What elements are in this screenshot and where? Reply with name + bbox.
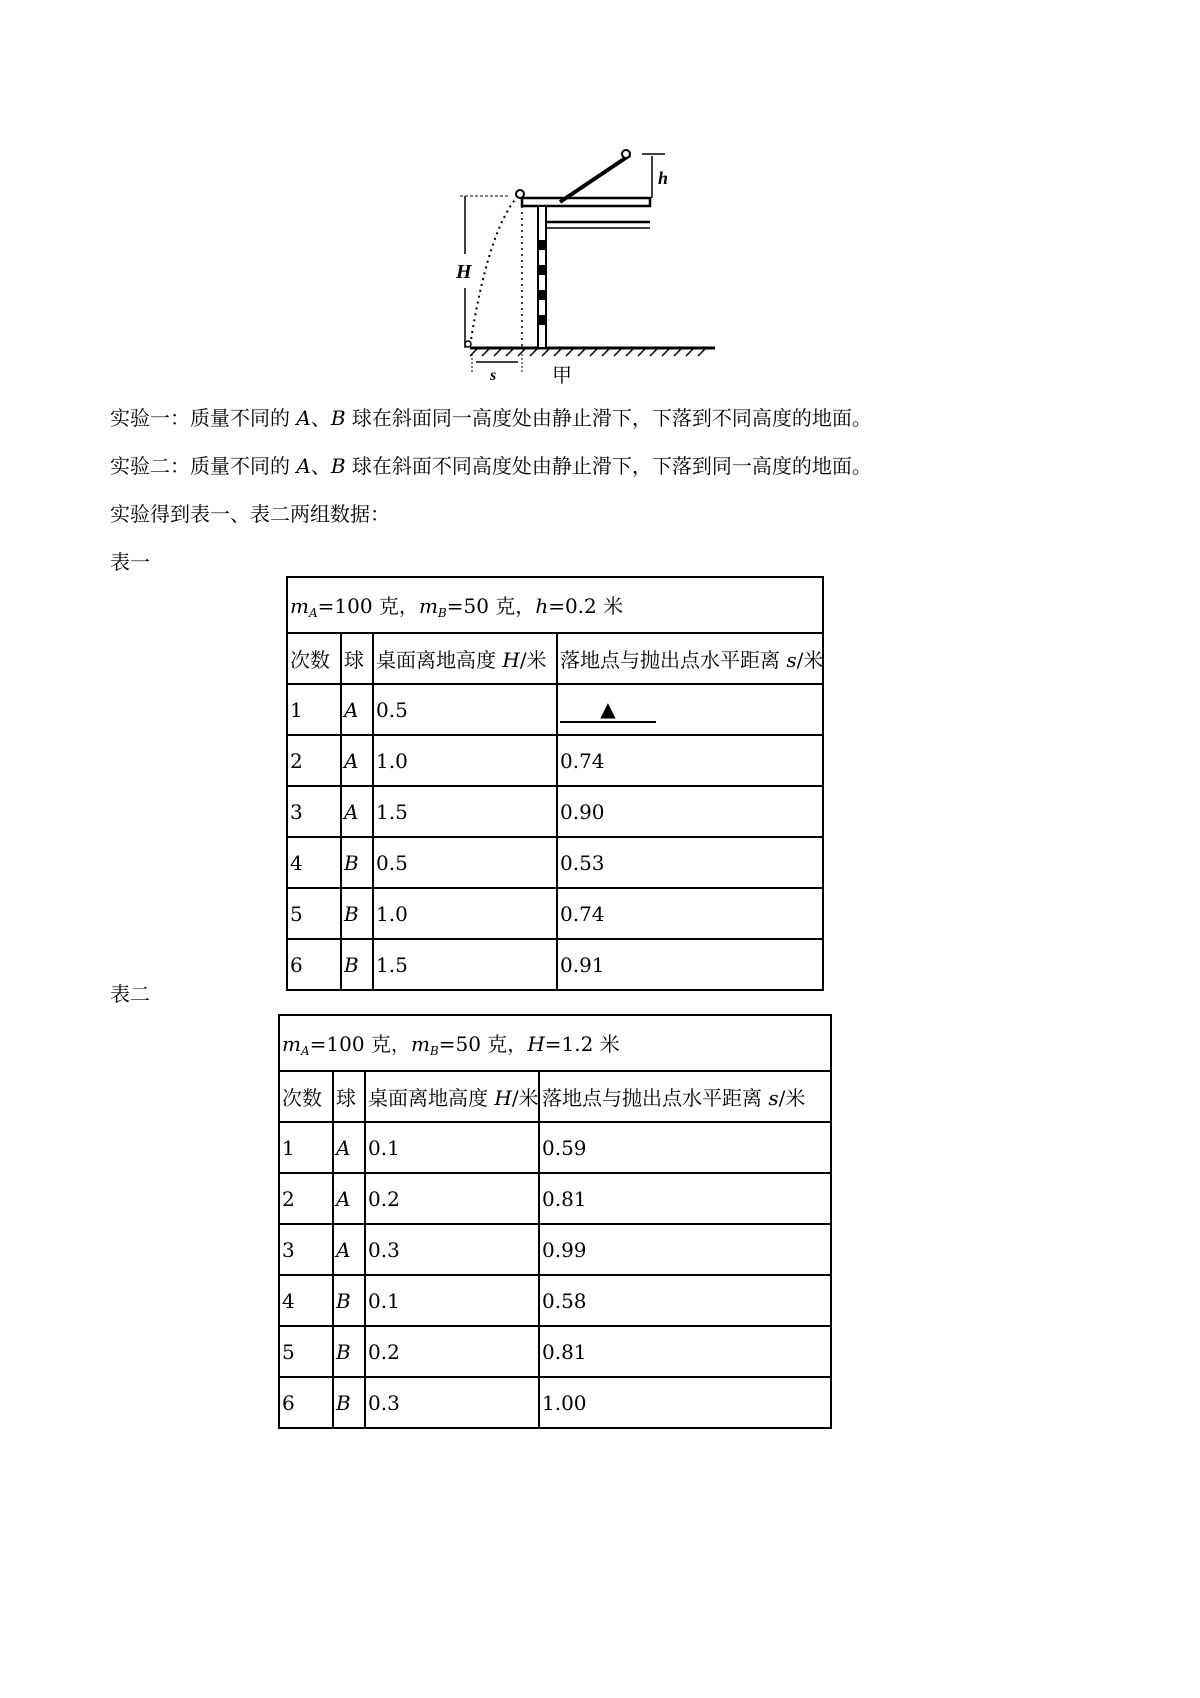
cell-distance: 0.74 xyxy=(557,735,823,786)
label-s: s xyxy=(490,367,497,384)
cell-count: 3 xyxy=(279,1224,333,1275)
cell-ball: A xyxy=(333,1224,365,1275)
cell-ball: B xyxy=(341,939,373,990)
table-leg xyxy=(538,206,546,348)
cell-count: 6 xyxy=(279,1377,333,1428)
cell-count: 2 xyxy=(279,1173,333,1224)
header-distance: 落地点与抛出点水平距离 s/米 xyxy=(539,1071,831,1122)
cell-distance: 1.00 xyxy=(539,1377,831,1428)
cell-ball: A xyxy=(341,684,373,735)
table2-caption: $m_A=100$ 克，$m_B=50$ 克，H=1.2 米 xyxy=(279,1015,831,1071)
cell-count: 4 xyxy=(279,1275,333,1326)
cell-height: 0.2 xyxy=(365,1173,539,1224)
table-row xyxy=(279,1122,831,1173)
cell-count: 2 xyxy=(287,735,341,786)
cell-count: 1 xyxy=(287,684,341,735)
cell-ball: A xyxy=(341,735,373,786)
table1-header-row xyxy=(287,633,823,684)
header-distance: 落地点与抛出点水平距离 s/米 xyxy=(557,633,823,684)
header-ball: 球 xyxy=(341,633,373,684)
cell-ball: A xyxy=(333,1173,365,1224)
cell-ball: B xyxy=(341,888,373,939)
table1-caption: $m_A=100$ 克，$m_B=50$ 克，h=0.2 米 xyxy=(287,577,823,633)
table-row xyxy=(279,1224,831,1275)
header-ball: 球 xyxy=(333,1071,365,1122)
cell-height: 0.5 xyxy=(373,684,557,735)
cell-height: 1.0 xyxy=(373,735,557,786)
table-top xyxy=(522,198,650,206)
cell-ball: B xyxy=(333,1275,365,1326)
cell-height: 1.5 xyxy=(373,939,557,990)
table-one xyxy=(286,576,824,991)
cell-distance xyxy=(557,684,823,735)
cell-distance: 0.58 xyxy=(539,1275,831,1326)
table2-caption-row xyxy=(279,1015,831,1071)
incline xyxy=(560,155,630,202)
cell-height: 0.3 xyxy=(365,1224,539,1275)
cell-height: 1.0 xyxy=(373,888,557,939)
table-row xyxy=(287,735,823,786)
cell-distance: 0.74 xyxy=(557,888,823,939)
table-row xyxy=(287,786,823,837)
cell-count: 5 xyxy=(279,1326,333,1377)
cell-height: 0.2 xyxy=(365,1326,539,1377)
cell-height: 1.5 xyxy=(373,786,557,837)
label-H: H xyxy=(456,261,472,283)
cell-count: 5 xyxy=(287,888,341,939)
table-row xyxy=(287,837,823,888)
header-height: 桌面离地高度 H/米 xyxy=(365,1071,539,1122)
cell-ball: B xyxy=(333,1326,365,1377)
table-row xyxy=(287,684,823,735)
cell-height: 0.1 xyxy=(365,1122,539,1173)
cell-ball: A xyxy=(341,786,373,837)
answer-blank: ▲ xyxy=(560,697,656,723)
cell-count: 3 xyxy=(287,786,341,837)
table-row xyxy=(287,888,823,939)
ball-top xyxy=(622,150,630,158)
cell-ball: B xyxy=(333,1377,365,1428)
experiment-two-text: 实验二：质量不同的 A、B 球在斜面不同高度处由静止滑下，下落到同一高度的地面。 xyxy=(110,454,872,478)
table-row xyxy=(279,1275,831,1326)
cell-height: 0.3 xyxy=(365,1377,539,1428)
cell-distance: 0.99 xyxy=(539,1224,831,1275)
cell-height: 0.5 xyxy=(373,837,557,888)
header-count: 次数 xyxy=(279,1071,333,1122)
cell-ball: B xyxy=(341,837,373,888)
cell-distance: 0.81 xyxy=(539,1173,831,1224)
cell-distance: 0.91 xyxy=(557,939,823,990)
table1-caption-row xyxy=(287,577,823,633)
cell-count: 1 xyxy=(279,1122,333,1173)
trajectory xyxy=(470,196,518,346)
table-two xyxy=(278,1014,832,1429)
cell-distance: 0.81 xyxy=(539,1326,831,1377)
cell-count: 6 xyxy=(287,939,341,990)
cell-height: 0.1 xyxy=(365,1275,539,1326)
data-intro-text: 实验得到表一、表二两组数据： xyxy=(110,502,390,526)
table2-header-row xyxy=(279,1071,831,1122)
cell-distance: 0.59 xyxy=(539,1122,831,1173)
label-h: h xyxy=(658,168,669,188)
cell-count: 4 xyxy=(287,837,341,888)
table-row xyxy=(279,1326,831,1377)
cell-distance: 0.53 xyxy=(557,837,823,888)
table2-label: 表二 xyxy=(110,982,150,1006)
header-height: 桌面离地高度 H/米 xyxy=(373,633,557,684)
experiment-diagram xyxy=(456,150,740,420)
table-row xyxy=(279,1377,831,1428)
cell-ball: A xyxy=(333,1122,365,1173)
cell-distance: 0.90 xyxy=(557,786,823,837)
table-row xyxy=(279,1173,831,1224)
table1-label: 表一 xyxy=(110,550,150,574)
figure-caption: 甲 xyxy=(552,363,572,387)
header-count: 次数 xyxy=(287,633,341,684)
experiment-one-text: 实验一：质量不同的 A、B 球在斜面同一高度处由静止滑下，下落到不同高度的地面。 xyxy=(110,406,872,430)
table-row xyxy=(287,939,823,990)
